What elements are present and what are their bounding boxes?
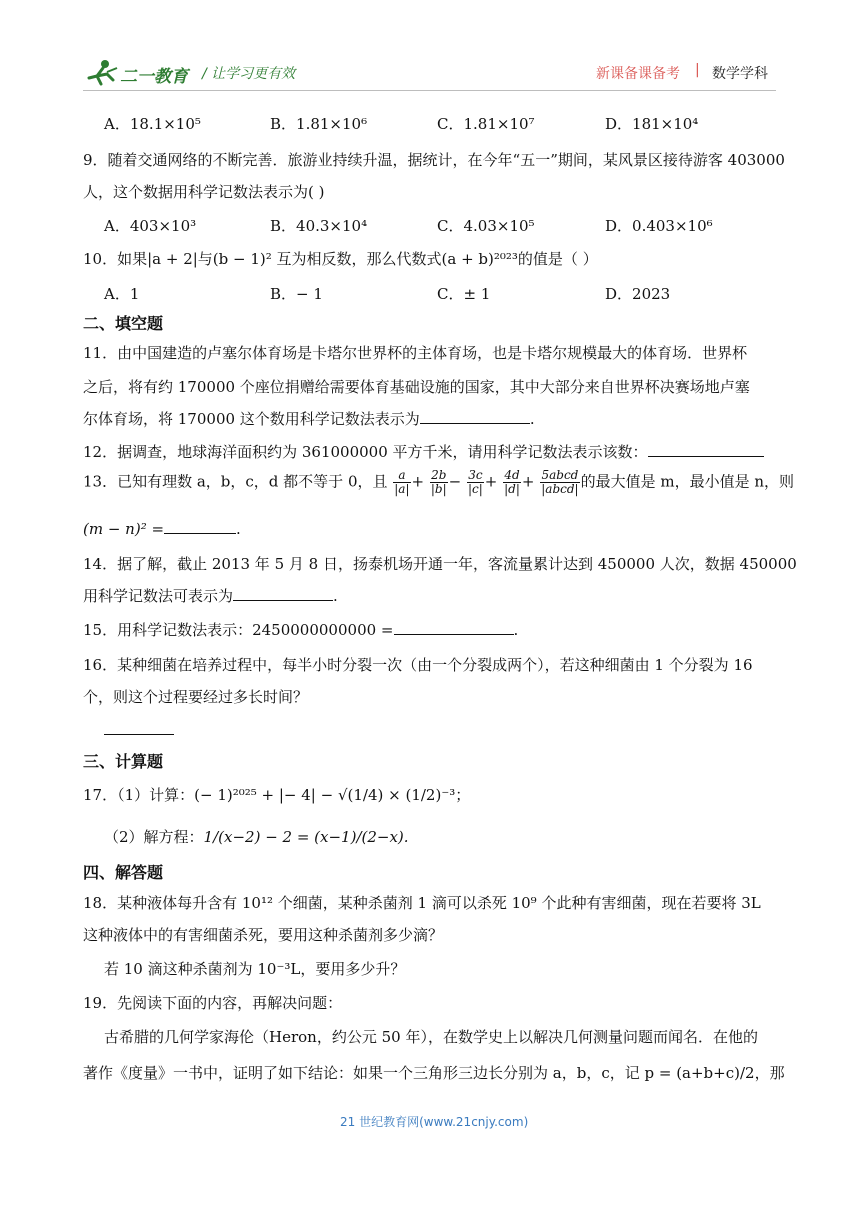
q8-option-d: D．181×10⁴ bbox=[605, 115, 699, 133]
q17-part2 bbox=[104, 826, 409, 847]
q14-line2-text: 用科学记数法可表示为 bbox=[83, 587, 234, 605]
q12-line bbox=[83, 441, 764, 462]
q11-line2: 之后，将有约 170000 个座位捐赠给需要体育基础设施的国家，其中大部分来自世界杯决赛场地卢塞 bbox=[83, 378, 750, 396]
q12-answer-blank bbox=[648, 442, 764, 457]
q10-text: 10．如果|a + 2|与(b − 1)² 互为相反数，那么代数式(a + b)²⁰²³的值是（ ） bbox=[83, 250, 598, 268]
q17-part2-equation: 1/(x−2) − 2 = (x−1)/(2−x). bbox=[203, 828, 409, 846]
q10-option-d: D．2023 bbox=[605, 285, 671, 303]
q13-answer-blank bbox=[164, 519, 236, 534]
q10-option-a: A．1 bbox=[104, 285, 140, 303]
q13-line2 bbox=[83, 519, 241, 538]
q18-line2: 这种液体中的有害细菌杀死，要用这种杀菌剂多少滴？ bbox=[83, 926, 444, 944]
q13-frac-abcd: $\frac{\text{5abcd}}{\text{|abcd|}}$ bbox=[541, 468, 579, 496]
q11-line3-text: 尔体育场，将 170000 这个数用科学记数法表示为 bbox=[83, 410, 420, 428]
q9-option-a: A．403×10³ bbox=[104, 217, 197, 235]
q15-line bbox=[83, 619, 518, 640]
q12-text: 12．据调查，地球海洋面积约为 361000000 平方千米，请用科学记数法表示该数： bbox=[83, 443, 648, 461]
q15-tail: . bbox=[513, 621, 519, 639]
q13-line1: 13．已知有理数 a，b，c，d 都不等于 0，且 $\frac{a}{|a|}$ + $\frac{2b}{|b|}$ − $\frac{3c}{|c|}$ + $\frac{4d}{|d|}$ + $\frac{\text{5abcd}}{\text{|abcd|}}$ 的最大值是 m，最小值是 n，则 bbox=[83, 468, 795, 496]
q11-answer-blank bbox=[420, 409, 530, 424]
q9-option-d: D．0.403×10⁶ bbox=[605, 217, 713, 235]
header-subject: 数学学科 bbox=[712, 66, 768, 82]
q13-frac-b: $\frac{2b}{|b|}$ bbox=[430, 468, 447, 496]
q16-answer-blank bbox=[104, 720, 174, 735]
q14-answer-blank bbox=[233, 586, 333, 601]
q14-line1: 14．据了解，截止 2013 年 5 月 8 日，扬泰机场开通一年，客流量累计达到 450000 人次，数据 450000 bbox=[83, 555, 797, 573]
q9-option-c: C．4.03×10⁵ bbox=[437, 217, 535, 235]
q13-pre: 13．已知有理数 a，b，c，d 都不等于 0，且 bbox=[83, 472, 388, 491]
q18-line1: 18．某种液体每升含有 10¹² 个细菌，某种杀菌剂 1 滴可以杀死 10⁹ 个此种有害细菌，现在若要将 3L bbox=[83, 894, 761, 912]
q19-line1: 19．先阅读下面的内容，再解决问题： bbox=[83, 994, 343, 1012]
runner-logo-icon bbox=[83, 58, 119, 88]
slogan: / 让学习更有效 bbox=[202, 66, 296, 82]
q13-expression: (m − n)² = bbox=[83, 520, 165, 538]
q17-part2-label: （2）解方程： bbox=[104, 828, 204, 846]
q14-line2 bbox=[83, 585, 338, 606]
q8-option-c: C．1.81×10⁷ bbox=[437, 115, 535, 133]
q13-frac-d: $\frac{4d}{|d|}$ bbox=[504, 468, 520, 496]
q19-line2: 古希腊的几何学家海伦（Heron，约公元 50 年），在数学史上以解决几何测量问题而闻名．在他的 bbox=[104, 1028, 758, 1046]
q11-line3 bbox=[83, 408, 535, 429]
q17-part1: 17．（1）计算：(− 1)²⁰²⁵ + |− 4| − √(1/4) × (1/2)⁻³； bbox=[83, 786, 471, 804]
q8-option-a: A．18.1×10⁵ bbox=[104, 115, 201, 133]
q9-text-line1: 9．随着交通网络的不断完善．旅游业持续升温，据统计，在今年“五一”期间，某风景区接待游客 403000 bbox=[83, 151, 785, 169]
section-title-answer: 四、解答题 bbox=[83, 863, 164, 882]
q10-option-b: B．− 1 bbox=[270, 285, 323, 303]
header-separator: | bbox=[695, 62, 700, 78]
q8-option-b: B．1.81×10⁶ bbox=[270, 115, 368, 133]
header-label: 新课备课备考 bbox=[596, 66, 680, 82]
q11-tail: . bbox=[529, 410, 535, 428]
q16-line1: 16．某种细菌在培养过程中，每半小时分裂一次（由一个分裂成两个），若这种细菌由 1 个分裂为 16 bbox=[83, 656, 753, 674]
q18-line3: 若 10 滴这种杀菌剂为 10⁻³L，要用多少升？ bbox=[104, 960, 406, 978]
q9-text-line2: 人，这个数据用科学记数法表示为( ) bbox=[83, 183, 325, 201]
logo bbox=[83, 58, 119, 92]
q13-post: 的最大值是 m，最小值是 n，则 bbox=[580, 472, 795, 491]
q13-frac-a: $\frac{a}{|a|}$ bbox=[394, 468, 410, 496]
q9-option-b: B．40.3×10⁴ bbox=[270, 217, 368, 235]
section-title-calculation: 三、计算题 bbox=[83, 752, 164, 771]
q19-line3: 著作《度量》一书中，证明了如下结论：如果一个三角形三边长分别为 a，b，c，记 p = (a+b+c)/2，那 bbox=[83, 1064, 785, 1082]
q13-frac-c: $\frac{3c}{|c|}$ bbox=[467, 468, 483, 496]
q11-line1: 11．由中国建造的卢塞尔体育场是卡塔尔世界杯的主体育场，也是卡塔尔规模最大的体育场．世界杯 bbox=[83, 344, 748, 362]
q16-line2: 个，则这个过程要经过多长时间？ bbox=[83, 688, 309, 706]
q15-text: 15．用科学记数法表示：2450000000000 = bbox=[83, 621, 394, 639]
footer: 21 世纪教育网(www.21cnjy.com) bbox=[340, 1115, 529, 1129]
section-title-fill-blank: 二、填空题 bbox=[83, 314, 164, 333]
q13-tail: . bbox=[236, 520, 241, 538]
q15-answer-blank bbox=[394, 620, 514, 635]
q14-tail: . bbox=[333, 587, 338, 605]
header-divider bbox=[83, 90, 776, 91]
logo-text: 二一教育 bbox=[120, 67, 188, 87]
q10-option-c: C．± 1 bbox=[437, 285, 491, 303]
